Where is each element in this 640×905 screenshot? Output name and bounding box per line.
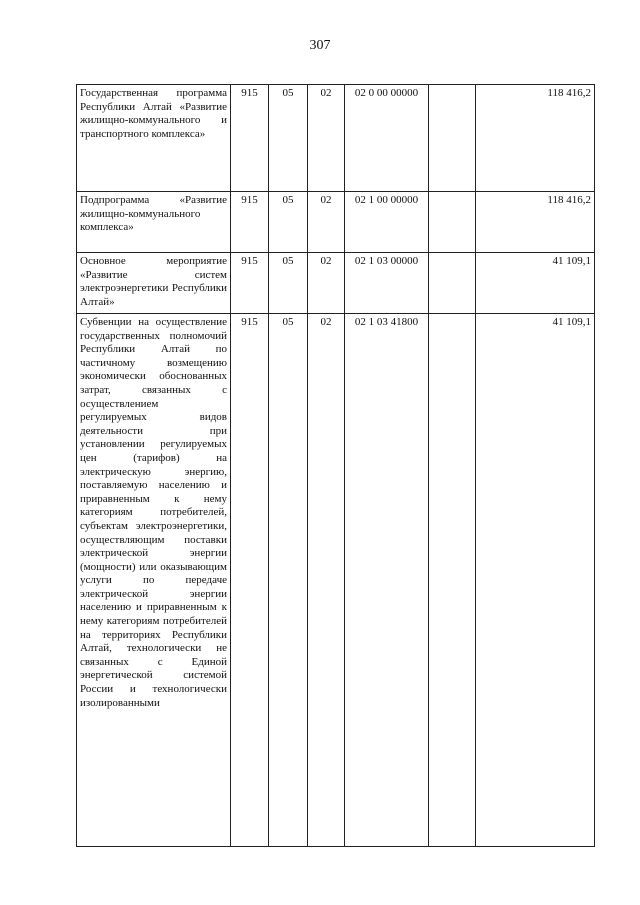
amount-cell: 118 416,2 bbox=[476, 192, 595, 253]
budget-table bbox=[76, 84, 595, 847]
section-code-cell: 05 bbox=[269, 314, 308, 847]
expense-type-cell bbox=[429, 192, 476, 253]
section-code-cell: 05 bbox=[269, 253, 308, 314]
target-article-cell: 02 1 03 41800 bbox=[345, 314, 429, 847]
page-number: 307 bbox=[309, 38, 331, 53]
expense-type-cell bbox=[429, 85, 476, 192]
table-row bbox=[77, 85, 595, 192]
subsection-code-cell: 02 bbox=[308, 314, 345, 847]
row-name-cell: Субвенции на осуществление государственных полномочий Республики Алтай по частичному возмещению экономически обоснованных затрат, связанных с осуществлением регулируемых видов деятельности при установлении регулируемых цен (тарифов) на электрическую энергию, поставляемую населению и приравненным к нему категориям потребителей, субъектам электроэнергетики, осуществляющим поставки электрической энергии (мощности) или оказывающим услуги по передаче электрической энергии населению и приравненным к нему категориям потребителей на территориях Республики Алтай, технологически не связанных с Единой энергетической системой России и технологически изолированными bbox=[77, 314, 231, 847]
row-name-cell: Подпрограмма «Развитие жилищно-коммунального комплекса» bbox=[77, 192, 231, 253]
section-code-cell: 05 bbox=[269, 192, 308, 253]
table-row bbox=[77, 314, 595, 847]
section-code-cell: 05 bbox=[269, 85, 308, 192]
row-name-cell: Государственная программа Республики Алтай «Развитие жилищно-коммунального и транспортного комплекса» bbox=[77, 85, 231, 192]
table-row bbox=[77, 253, 595, 314]
expense-type-cell bbox=[429, 314, 476, 847]
amount-cell: 41 109,1 bbox=[476, 314, 595, 847]
table-row bbox=[77, 192, 595, 253]
target-article-cell: 02 1 03 00000 bbox=[345, 253, 429, 314]
ministry-code-cell: 915 bbox=[231, 314, 269, 847]
ministry-code-cell: 915 bbox=[231, 253, 269, 314]
target-article-cell: 02 0 00 00000 bbox=[345, 85, 429, 192]
subsection-code-cell: 02 bbox=[308, 253, 345, 314]
subsection-code-cell: 02 bbox=[308, 85, 345, 192]
expense-type-cell bbox=[429, 253, 476, 314]
ministry-code-cell: 915 bbox=[231, 85, 269, 192]
amount-cell: 41 109,1 bbox=[476, 253, 595, 314]
subsection-code-cell: 02 bbox=[308, 192, 345, 253]
ministry-code-cell: 915 bbox=[231, 192, 269, 253]
row-name-cell: Основное мероприятие «Развитие систем электроэнергетики Республики Алтай» bbox=[77, 253, 231, 314]
amount-cell: 118 416,2 bbox=[476, 85, 595, 192]
target-article-cell: 02 1 00 00000 bbox=[345, 192, 429, 253]
